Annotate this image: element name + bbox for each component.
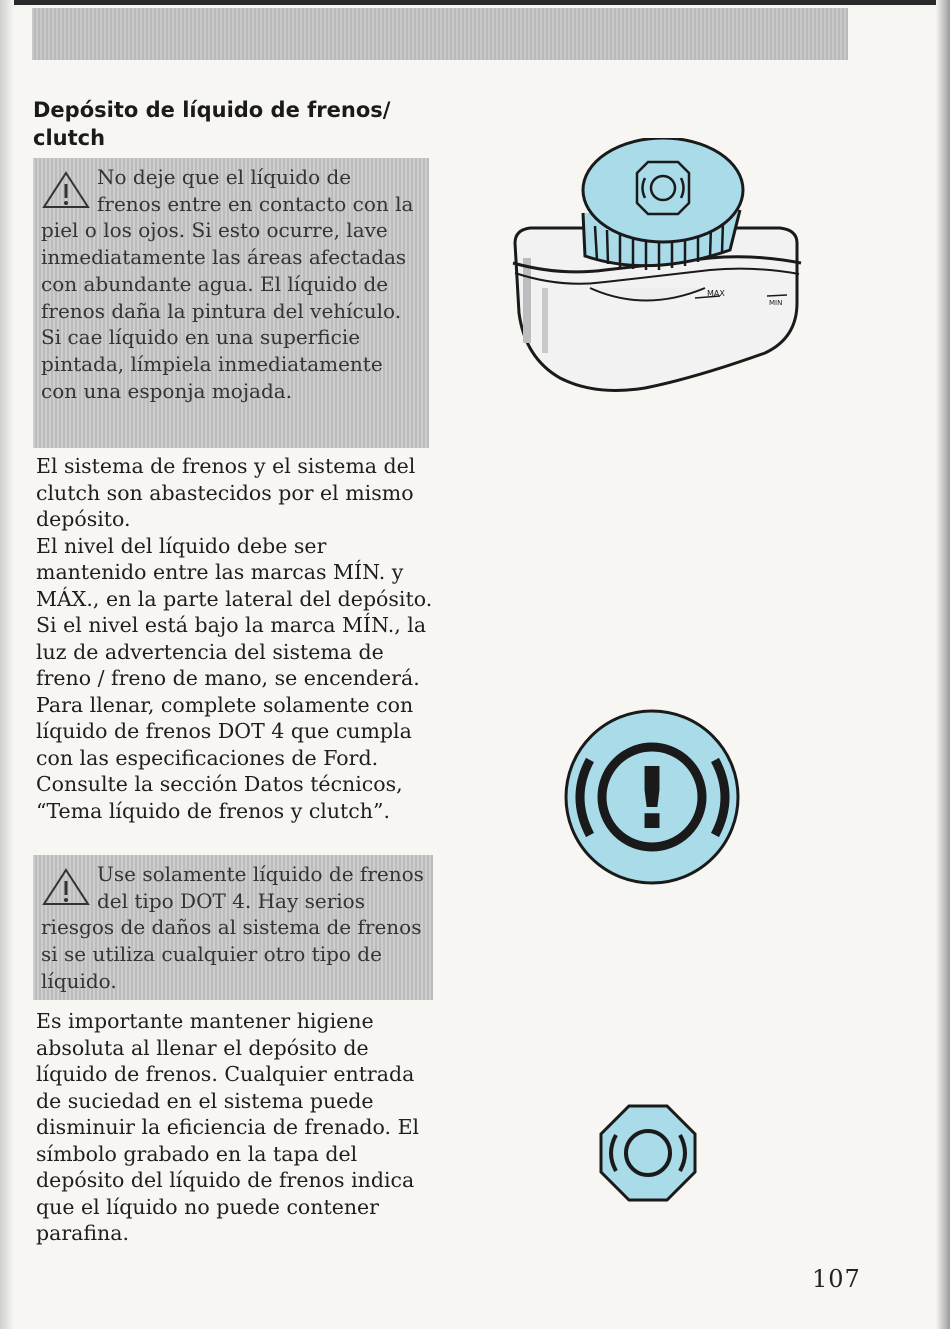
paragraph: Es importante mantener higiene absoluta al llenar el depósito de líquido de frenos. Cualquier entrada de suciedad en el sistema puede disminuir la eficiencia de frenado. El símbolo grabado en la tapa del depósito del líquido de frenos indica que el líquido no puede contener parafina.	[36, 1009, 420, 1245]
page-number: 107	[812, 1265, 861, 1293]
warning-box-skin-contact	[33, 158, 429, 448]
brake-warning-light-icon	[560, 705, 745, 890]
body-text-block-2	[36, 1008, 436, 1247]
paragraph: El sistema de frenos y el sistema del clutch son abastecidos por el mismo depósito.	[36, 454, 416, 531]
reservoir-cap-top	[583, 138, 743, 242]
max-label: MAX	[707, 289, 725, 298]
page-header-bar	[32, 8, 848, 60]
warning-light-symbol: !	[632, 750, 672, 849]
body-text-block-1	[36, 453, 436, 824]
warning-box-dot4	[33, 855, 433, 1000]
warning-text: No deje que el líquido de frenos entre en contacto con la piel o los ojos. Si esto ocurre, lave inmediatamente las áreas afectadas con abundante agua. El líquido de frenos daña la pintura del vehículo. Si cae líquido en una superficie pintada, límpiela inmediatamente con una esponja mojada.	[41, 165, 414, 403]
cap-engraving-symbol-icon	[598, 1103, 698, 1203]
scan-edge-top	[0, 0, 950, 5]
scan-edge-right	[936, 0, 950, 1329]
section-title: Depósito de líquido de frenos/ clutch	[33, 98, 391, 150]
scan-edge-left	[0, 0, 14, 1329]
warning-text: Use solamente líquido de frenos del tipo DOT 4. Hay serios riesgos de daños al sistema de frenos si se utiliza cualquier otro tipo de líquido.	[41, 862, 424, 993]
paragraph: El nivel del líquido debe ser mantenido entre las marcas MÍN. y MÁX., en la parte lateral del depósito. Si el nivel está bajo la marca MÍN., la luz de advertencia del sistema de freno / freno de mano, se encenderá. Para llenar, complete solamente con líquido de frenos DOT 4 que cumpla con las especificaciones de Ford. Consulte la sección Datos técnicos, “Tema líquido de frenos y clutch”.	[36, 533, 433, 823]
warning-triangle-icon	[41, 170, 91, 210]
min-label: MIN	[769, 299, 783, 307]
warning-triangle-icon	[41, 867, 91, 907]
brake-fluid-reservoir-illustration	[505, 138, 805, 398]
